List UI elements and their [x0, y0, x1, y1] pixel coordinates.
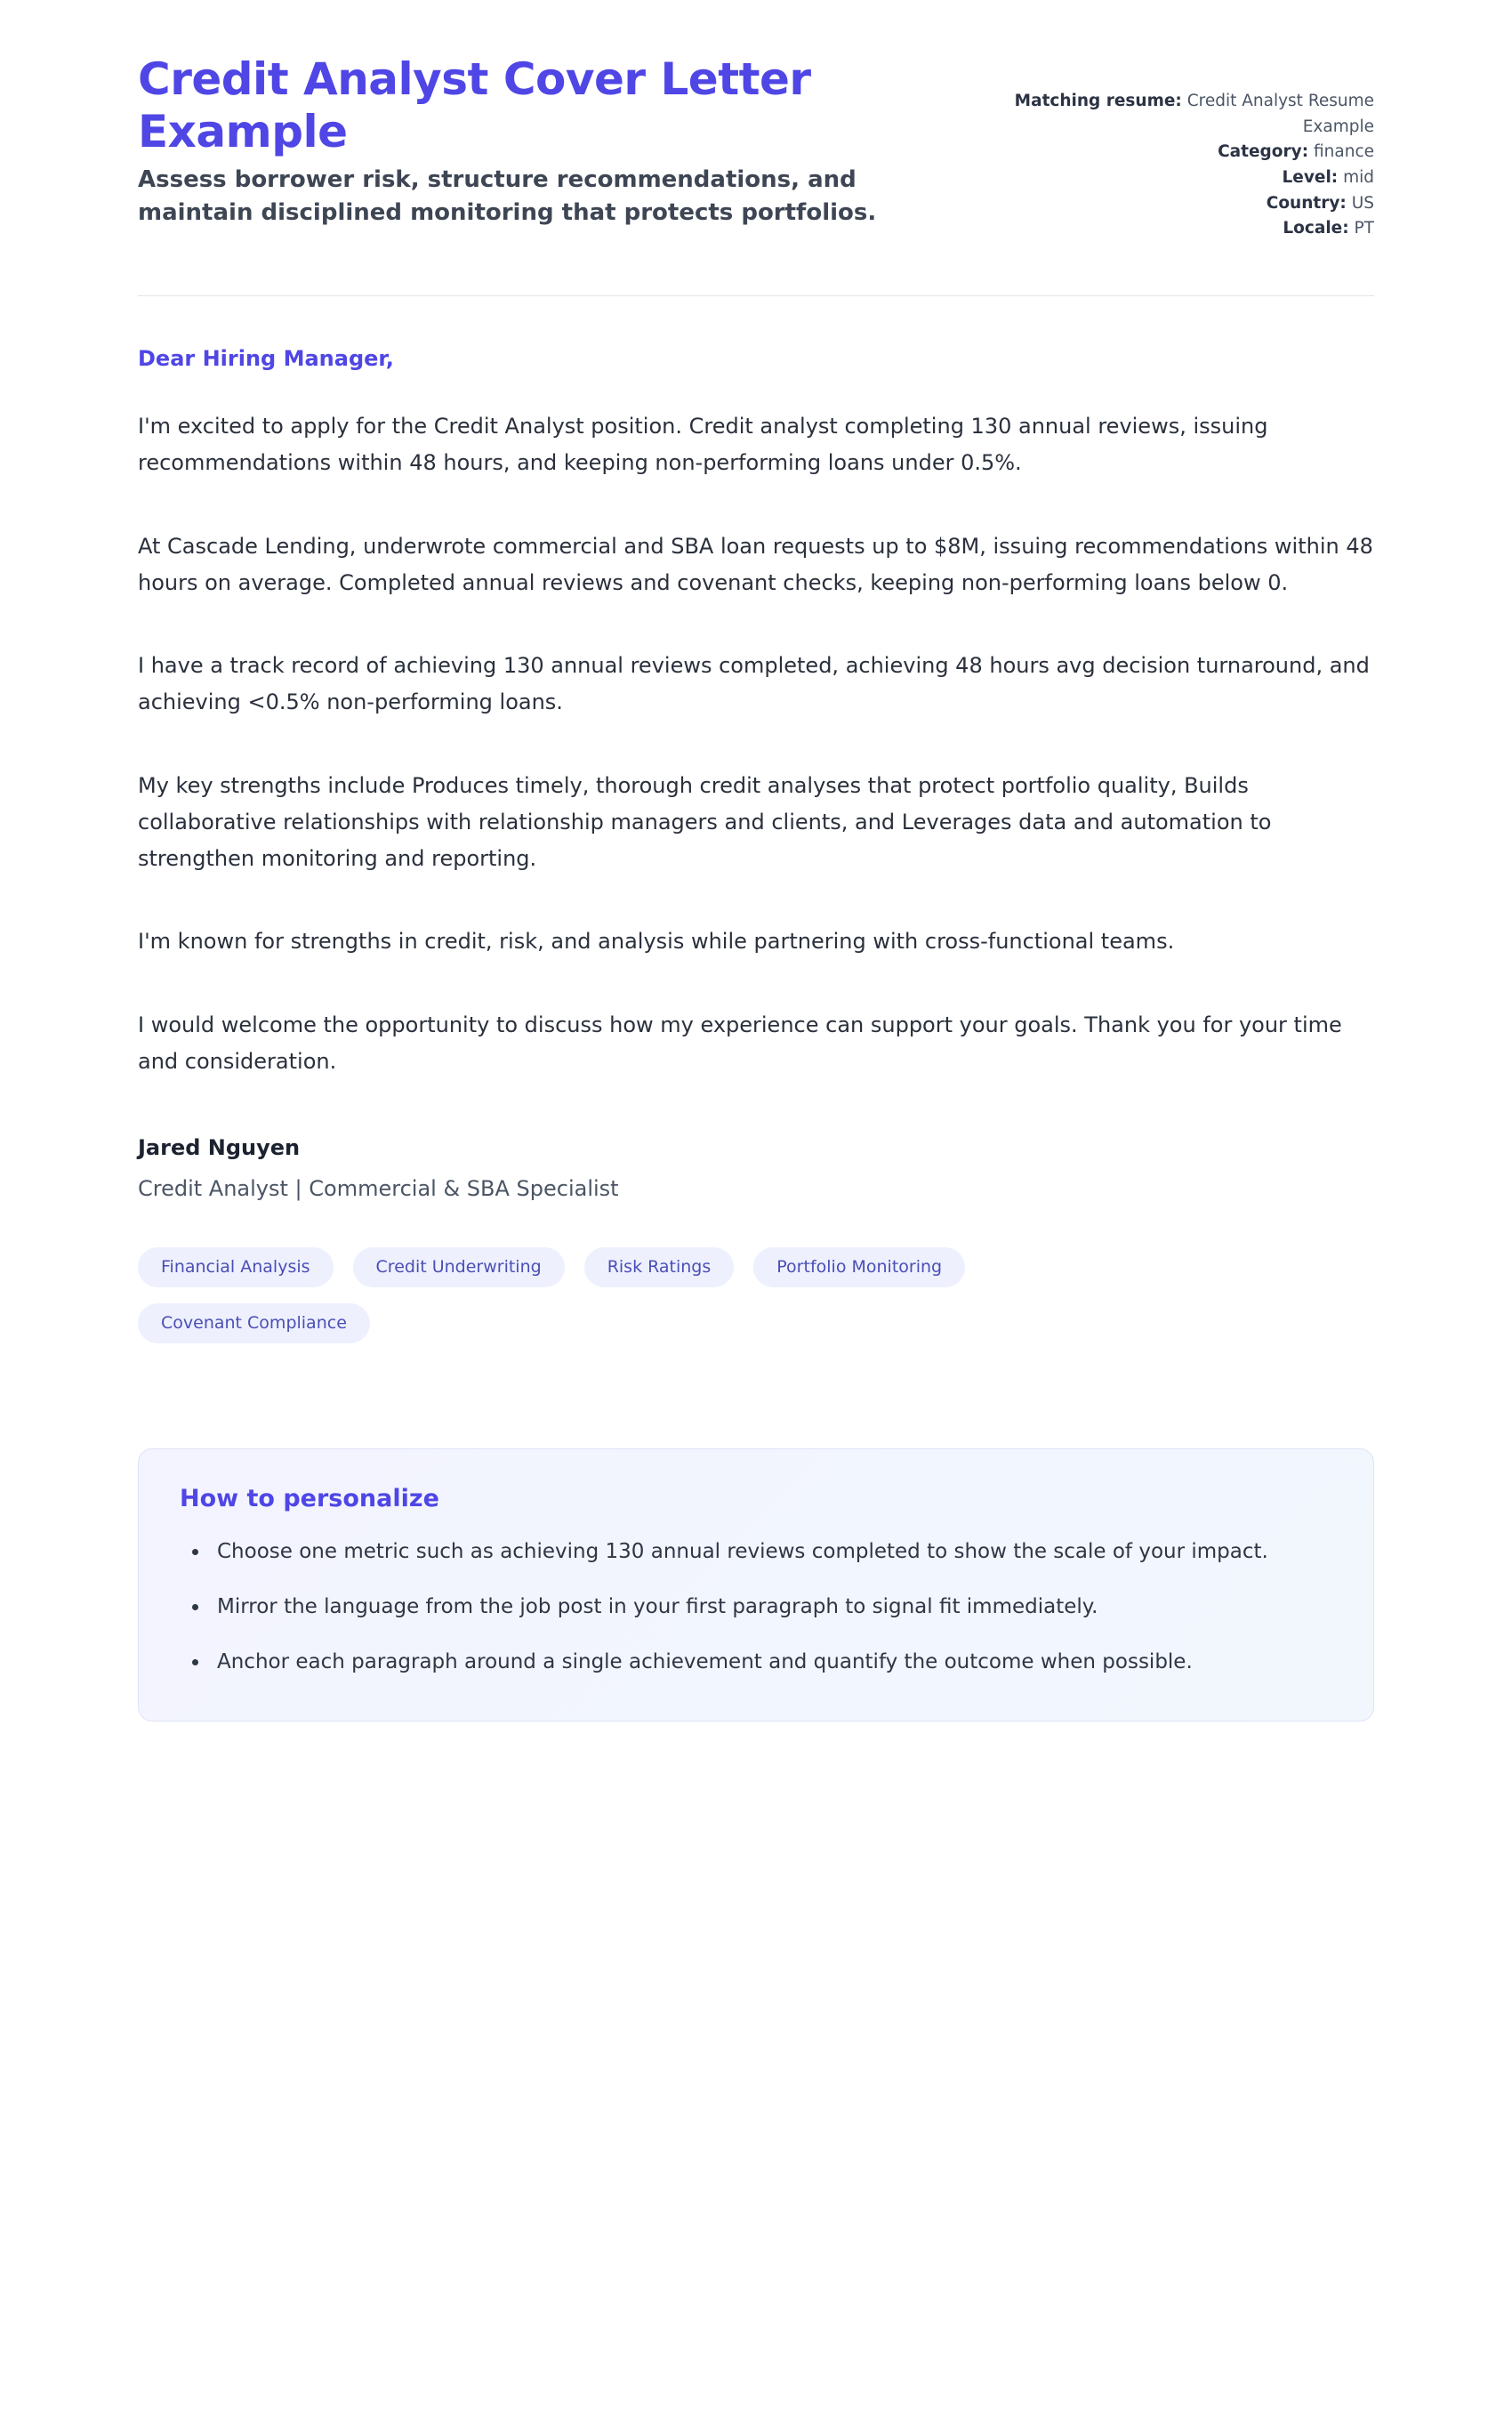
meta-country [994, 191, 1374, 217]
meta-category [994, 140, 1374, 165]
meta-level-label: Level: [1282, 168, 1339, 188]
letter-paragraph: At Cascade Lending, underwrote commercial and SBA loan requests up to $8M, issuing recommendations within 48 hours on average. Completed annual reviews and covenant checks, keeping non-performing loans below 0. [138, 533, 1373, 595]
skill-tag-list [138, 1247, 1187, 1343]
meta-level [994, 165, 1374, 191]
list-item: • Choose one metric such as achieving 130 annual reviews completed to show the scale of your impact. [210, 1536, 1332, 1569]
meta-locale [994, 216, 1374, 242]
header-text-block [138, 53, 959, 230]
skill-tag[interactable]: Financial Analysis [138, 1247, 334, 1287]
document-meta [994, 53, 1374, 242]
meta-level-value: mid [1343, 168, 1374, 188]
letter-paragraph: I'm known for strengths in credit, risk, and analysis while partnering with cross-functional teams. [138, 929, 1175, 955]
meta-category-value: finance [1314, 142, 1374, 162]
meta-matching-resume [994, 89, 1374, 140]
meta-category-label: Category: [1218, 142, 1309, 162]
meta-country-value: US [1351, 193, 1374, 213]
page-title: Credit Analyst Cover Letter Example [138, 53, 811, 157]
skill-tag[interactable]: Risk Ratings [584, 1247, 735, 1287]
personalize-card [138, 1448, 1374, 1721]
skill-tag[interactable]: Portfolio Monitoring [753, 1247, 965, 1287]
personalize-title: How to personalize [180, 1485, 439, 1513]
list-item: • Mirror the language from the job post in your first paragraph to signal fit immediately. [210, 1591, 1332, 1625]
meta-locale-value: PT [1354, 219, 1374, 238]
meta-matching-resume-label: Matching resume: [1014, 92, 1182, 110]
letter-paragraph: I have a track record of achieving 130 annual reviews completed, achieving 48 hours avg decision turnaround, and achieving <0.5% non-performing loans. [138, 653, 1370, 715]
personalize-list [180, 1536, 1332, 1680]
list-item: • Anchor each paragraph around a single achievement and quantify the outcome when possible. [210, 1646, 1332, 1680]
letter-paragraph: I'm excited to apply for the Credit Analyst position. Credit analyst completing 130 annual reviews, issuing recommendations within 48 hours, and keeping non-performing loans under 0.5%. [138, 414, 1268, 476]
signature-role: Credit Analyst | Commercial & SBA Specialist [138, 1176, 619, 1202]
letter-paragraph: My key strengths include Produces timely, thorough credit analyses that protect portfolio quality, Builds collaborative relationships with relationship managers and clients, and Leverages data and automation to strengthen monitoring and reporting. [138, 772, 1272, 872]
letter-salutation: Dear Hiring Manager, [138, 346, 394, 372]
skill-tag[interactable]: Covenant Compliance [138, 1303, 370, 1343]
page-subtitle: Assess borrower risk, structure recommendations, and maintain disciplined monitoring that protects portfolios. [138, 166, 877, 226]
letter-body [138, 296, 1374, 1201]
meta-locale-label: Locale: [1283, 219, 1349, 238]
letter-paragraph: I would welcome the opportunity to discuss how my experience can support your goals. Thank you for your time and consideration. [138, 1012, 1342, 1074]
signature-name: Jared Nguyen [138, 1135, 301, 1161]
meta-matching-resume-value: Credit Analyst Resume Example [1186, 92, 1374, 136]
meta-country-label: Country: [1266, 193, 1347, 213]
skill-tag[interactable]: Credit Underwriting [353, 1247, 565, 1287]
document-header [138, 53, 1374, 242]
